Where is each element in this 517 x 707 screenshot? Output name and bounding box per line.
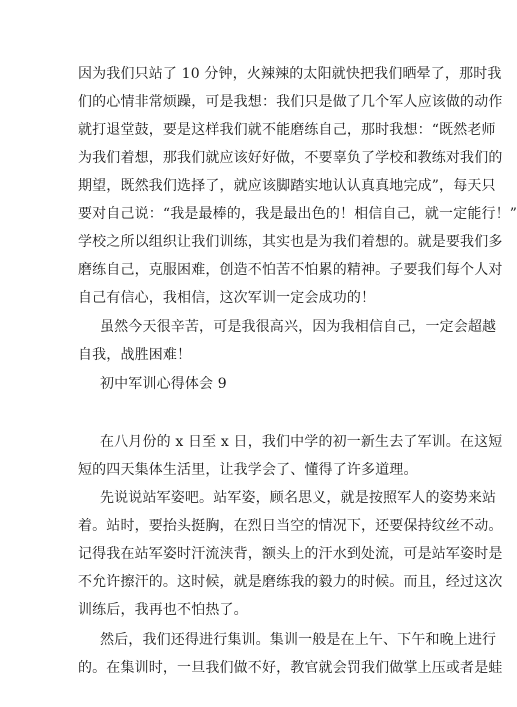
section-heading: 初中军训心得体会 9: [100, 376, 227, 392]
paragraph-line: 学校之所以组织让我们训练，其实也是为我们着想的。就是要我们多: [78, 234, 503, 250]
paragraph-line: 期望，既然我们选择了，就应该脚踏实地认认真真地完成”，每天只: [78, 178, 496, 194]
paragraph-line: 训练后，我再也不怕热了。: [78, 602, 248, 618]
paragraph-line: 的。在集训时，一旦我们做不好，教官就会罚我们做掌上压或者是蛙: [78, 660, 503, 676]
paragraph-line: 不允许擦汗的。这时候，就是磨练我的毅力的时候。而且，经过这次: [78, 574, 503, 590]
paragraph-line: 自己有信心，我相信，这次军训一定会成功的！: [78, 290, 376, 306]
paragraph-line: 们的心情非常烦躁，可是我想：我们只是做了几个军人应该做的动作: [78, 94, 503, 110]
paragraph-line: 在八月份的 x 日至 x 日，我们中学的初一新生去了军训。在这短: [100, 434, 503, 450]
paragraph-line: 磨练自己，克服困难，创造不怕苦不怕累的精神。子要我们每个人对: [78, 262, 503, 278]
paragraph-line: 着。站时，要抬头挺胸，在烈日当空的情况下，还要保持纹丝不动。: [78, 518, 503, 534]
paragraph-line: 自我，战胜困难！: [78, 347, 192, 363]
paragraph-line: 因为我们只站了 10 分钟，火辣辣的太阳就快把我们晒晕了，那时我: [78, 66, 502, 82]
paragraph-line: 就打退堂鼓，要是这样我们就不能磨练自己，那时我想：“既然老师: [78, 122, 496, 138]
paragraph-line: 记得我在站军姿时汗流浃背，额头上的汗水到处流，可是站军姿时是: [78, 546, 503, 562]
paragraph-line: 短的四天集体生活里，让我学会了、懂得了许多道理。: [78, 462, 418, 478]
paragraph-line: 先说说站军姿吧。站军姿，顾名思义，就是按照军人的姿势来站: [100, 490, 497, 506]
paragraph-line: 然后，我们还得进行集训。集训一般是在上午、下午和晚上进行: [100, 632, 497, 648]
paragraph-line: 要对自己说：“我是最棒的，我是最出色的！相信自己，就一定能行！”: [78, 206, 517, 222]
paragraph-line: 为我们着想，那我们就应该好好做，不要辜负了学校和教练对我们的: [78, 150, 503, 166]
paragraph-line: 虽然今天很辛苦，可是我很高兴，因为我相信自己，一定会超越: [100, 319, 497, 335]
